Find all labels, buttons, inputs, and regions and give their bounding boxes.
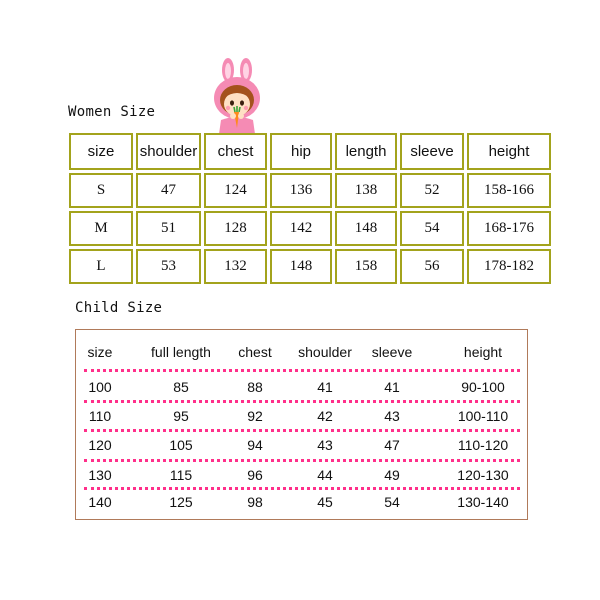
child-table-cell: 43 — [317, 437, 333, 453]
women-header-cell: size — [69, 133, 133, 170]
child-table-cell: 42 — [317, 408, 333, 424]
women-table-cell: 54 — [400, 211, 464, 246]
child-table-cell: 85 — [173, 379, 189, 395]
child-header-cell: full length — [151, 344, 211, 360]
child-table-cell: 110 — [88, 408, 112, 424]
women-table-cell: 124 — [204, 173, 267, 208]
women-header-cell: height — [467, 133, 551, 170]
women-table-cell: 47 — [136, 173, 201, 208]
women-table-cell: 168-176 — [467, 211, 551, 246]
child-table-cell: 90-100 — [461, 379, 505, 395]
women-table-cell: 132 — [204, 249, 267, 284]
women-table-cell: 148 — [335, 211, 397, 246]
women-table-cell: 56 — [400, 249, 464, 284]
child-table-cell: 100-110 — [457, 408, 509, 424]
women-size-title: Women Size — [68, 104, 156, 120]
dotted-divider — [84, 369, 520, 372]
women-header-cell: shoulder — [136, 133, 201, 170]
women-header-cell: chest — [204, 133, 267, 170]
dotted-divider — [84, 459, 520, 462]
child-size-title: Child Size — [75, 300, 163, 316]
child-table-cell: 140 — [88, 494, 112, 510]
child-table-cell: 120-130 — [457, 467, 509, 483]
child-header-cell: size — [87, 344, 113, 360]
child-table-cell: 94 — [247, 437, 263, 453]
child-table-cell: 100 — [88, 379, 112, 395]
women-table-cell: S — [69, 173, 133, 208]
child-table-cell: 130 — [88, 467, 112, 483]
child-size-table — [75, 329, 528, 520]
women-table-cell: 52 — [400, 173, 464, 208]
child-table-cell: 47 — [384, 437, 400, 453]
child-table-cell: 92 — [247, 408, 263, 424]
child-table-cell: 115 — [169, 467, 193, 483]
child-table-row — [82, 494, 522, 516]
child-header-row — [82, 344, 522, 366]
child-table-cell: 95 — [173, 408, 189, 424]
dotted-divider — [84, 429, 520, 432]
child-table-cell: 110-120 — [457, 437, 509, 453]
child-table-cell: 45 — [317, 494, 333, 510]
women-table-cell: 138 — [335, 173, 397, 208]
women-table-cell: 148 — [270, 249, 332, 284]
women-table-row — [69, 173, 551, 208]
women-header-row — [69, 133, 551, 170]
women-table-cell: 158-166 — [467, 173, 551, 208]
child-table-cell: 41 — [317, 379, 333, 395]
child-table-row — [82, 408, 522, 430]
women-header-cell: length — [335, 133, 397, 170]
child-header-cell: height — [463, 344, 503, 360]
bunny-hood-girl-icon — [208, 58, 266, 134]
child-table-cell: 41 — [384, 379, 400, 395]
child-table-row — [82, 379, 522, 401]
child-table-row — [82, 467, 522, 489]
child-table-cell: 96 — [247, 467, 263, 483]
women-table-cell: 53 — [136, 249, 201, 284]
women-table-cell: 142 — [270, 211, 332, 246]
women-table-row — [69, 249, 551, 284]
child-table-cell: 125 — [169, 494, 193, 510]
dotted-divider — [84, 487, 520, 490]
dotted-divider — [84, 400, 520, 403]
child-table-cell: 98 — [247, 494, 263, 510]
women-table-cell: M — [69, 211, 133, 246]
child-header-cell: sleeve — [371, 344, 413, 360]
child-table-cell: 54 — [384, 494, 400, 510]
women-table-cell: 136 — [270, 173, 332, 208]
women-table-cell: 178-182 — [467, 249, 551, 284]
child-table-cell: 105 — [169, 437, 193, 453]
child-table-row — [82, 437, 522, 459]
women-table-cell: 51 — [136, 211, 201, 246]
women-table-cell: 128 — [204, 211, 267, 246]
child-header-cell: chest — [238, 344, 272, 360]
child-table-cell: 120 — [88, 437, 112, 453]
women-table-cell: L — [69, 249, 133, 284]
women-header-cell: hip — [270, 133, 332, 170]
women-header-cell: sleeve — [400, 133, 464, 170]
child-header-cell: shoulder — [298, 344, 352, 360]
child-table-cell: 44 — [317, 467, 333, 483]
child-table-cell: 130-140 — [457, 494, 509, 510]
child-table-cell: 49 — [384, 467, 400, 483]
women-size-table — [66, 130, 554, 287]
women-table-cell: 158 — [335, 249, 397, 284]
child-table-cell: 43 — [384, 408, 400, 424]
child-table-cell: 88 — [247, 379, 263, 395]
women-table-row — [69, 211, 551, 246]
